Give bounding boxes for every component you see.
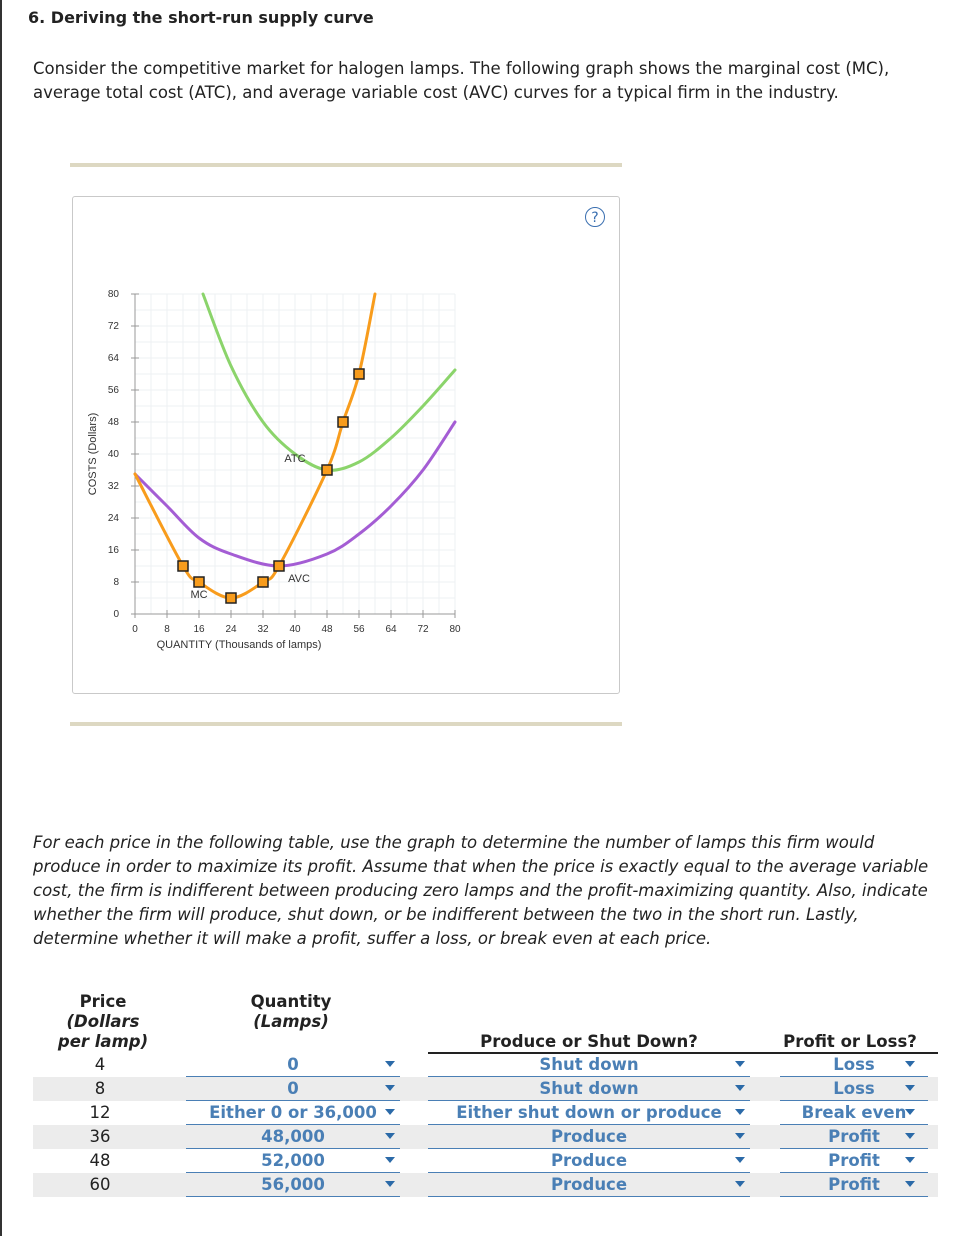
quantity-dropdown[interactable]: 56,000 <box>186 1174 400 1197</box>
y-tick-label: 48 <box>107 417 119 428</box>
chevron-down-icon[interactable] <box>735 1133 745 1139</box>
produce-dropdown[interactable]: Either shut down or produce <box>428 1102 750 1125</box>
produce-dropdown[interactable]: Shut down <box>428 1054 750 1077</box>
produce-dropdown[interactable]: Produce <box>428 1126 750 1149</box>
x-tick-label: 64 <box>385 624 397 635</box>
y-tick-label: 56 <box>107 385 119 396</box>
produce-dropdown[interactable]: Produce <box>428 1150 750 1173</box>
quantity-header <box>236 992 346 1032</box>
y-tick-label: 24 <box>107 513 119 524</box>
chevron-down-icon[interactable] <box>735 1085 745 1091</box>
chevron-down-icon[interactable] <box>385 1157 395 1163</box>
x-tick-labels <box>132 624 461 635</box>
left-border <box>0 0 2 1236</box>
profit-header: Profit or Loss? <box>783 1032 917 1051</box>
x-tick-label: 0 <box>132 624 138 635</box>
price-cell: 48 <box>89 1151 111 1170</box>
mc-point-marker <box>338 417 348 427</box>
price-header-line3: per lamp) <box>57 1032 149 1051</box>
price-cell: 36 <box>89 1127 111 1146</box>
y-tick-label: 80 <box>107 289 119 300</box>
x-tick-label: 80 <box>449 624 461 635</box>
x-axis-label: QUANTITY (Thousands of lamps) <box>156 639 322 651</box>
price-header <box>48 992 158 1052</box>
chevron-down-icon[interactable] <box>905 1085 915 1091</box>
mc-curve <box>135 294 375 598</box>
x-tick-label: 56 <box>353 624 365 635</box>
profit-dropdown[interactable]: Profit <box>780 1150 928 1173</box>
chevron-down-icon[interactable] <box>385 1085 395 1091</box>
quantity-header-line2: (Lamps) <box>253 1012 329 1031</box>
price-cell: 12 <box>89 1103 111 1122</box>
price-header-line1: Price <box>79 992 127 1011</box>
chevron-down-icon[interactable] <box>905 1061 915 1067</box>
y-tick-label: 8 <box>113 577 119 588</box>
mc-point-marker <box>194 577 204 587</box>
profit-dropdown[interactable]: Profit <box>780 1126 928 1149</box>
quantity-dropdown[interactable]: Either 0 or 36,000 <box>186 1102 400 1125</box>
profit-dropdown[interactable]: Profit <box>780 1174 928 1197</box>
produce-header: Produce or Shut Down? <box>480 1032 698 1051</box>
atc-curve <box>203 294 455 470</box>
cost-curves-chart <box>72 196 618 692</box>
quantity-dropdown[interactable]: 0 <box>186 1078 400 1101</box>
chevron-down-icon[interactable] <box>905 1157 915 1163</box>
y-tick-label: 32 <box>107 481 119 492</box>
mc-point-marker <box>274 561 284 571</box>
curve-labels <box>190 453 310 601</box>
produce-dropdown[interactable]: Shut down <box>428 1078 750 1101</box>
price-cell: 60 <box>89 1175 111 1194</box>
x-tick-label: 8 <box>164 624 170 635</box>
chevron-down-icon[interactable] <box>905 1133 915 1139</box>
quantity-dropdown[interactable]: 0 <box>186 1054 400 1077</box>
quantity-dropdown[interactable]: 52,000 <box>186 1150 400 1173</box>
produce-dropdown[interactable]: Produce <box>428 1174 750 1197</box>
bottom-divider <box>70 722 622 726</box>
chevron-down-icon[interactable] <box>905 1181 915 1187</box>
y-axis-label: COSTS (Dollars) <box>87 412 99 496</box>
quantity-dropdown[interactable]: 48,000 <box>186 1126 400 1149</box>
question-title: 6. Deriving the short-run supply curve <box>28 8 374 27</box>
chevron-down-icon[interactable] <box>735 1061 745 1067</box>
x-tick-label: 16 <box>193 624 205 635</box>
intro-text: Consider the competitive market for halogen lamps. The following graph shows the marginal cost (MC), average total cost (ATC), and average variable cost (AVC) curves for a typical firm in the industry. <box>33 59 890 102</box>
top-divider <box>70 163 622 167</box>
x-tick-label: 72 <box>417 624 429 635</box>
mc-label: MC <box>190 589 208 601</box>
instructions-text: For each price in the following table, use the graph to determine the number of lamps this firm would produce in order to maximize its profit. Assume that when the price is exactly equal to the average variable cost, the firm is indifferent between producing zero lamps and the profit-maximizing quantity. Also, indicate whether the firm will produce, shut down, or be indifferent between the two in the short run. Lastly, determine whether it will make a profit, suffer a loss, or break even at each price. <box>33 833 929 948</box>
x-tick-label: 32 <box>257 624 269 635</box>
x-tick-label: 48 <box>321 624 333 635</box>
y-tick-label: 64 <box>107 353 119 364</box>
chevron-down-icon[interactable] <box>385 1109 395 1115</box>
profit-dropdown[interactable]: Loss <box>780 1078 928 1101</box>
price-cell: 4 <box>94 1055 106 1074</box>
mc-point-marker <box>226 593 236 603</box>
price-cell: 8 <box>94 1079 106 1098</box>
atc-label: ATC <box>284 453 306 465</box>
mc-point-marker <box>322 465 332 475</box>
x-tick-label: 24 <box>225 624 237 635</box>
y-tick-label: 16 <box>107 545 119 556</box>
help-icon[interactable]: ? <box>585 207 605 227</box>
x-tick-label: 40 <box>289 624 301 635</box>
chevron-down-icon[interactable] <box>905 1109 915 1115</box>
y-tick-label: 0 <box>113 609 119 620</box>
chevron-down-icon[interactable] <box>385 1133 395 1139</box>
y-tick-label: 40 <box>107 449 119 460</box>
chevron-down-icon[interactable] <box>735 1109 745 1115</box>
chevron-down-icon[interactable] <box>735 1157 745 1163</box>
y-tick-label: 72 <box>107 321 119 332</box>
mc-point-marker <box>258 577 268 587</box>
mc-point-marker <box>178 561 188 571</box>
chevron-down-icon[interactable] <box>385 1181 395 1187</box>
mc-point-marker <box>354 369 364 379</box>
chevron-down-icon[interactable] <box>735 1181 745 1187</box>
quantity-header-line1: Quantity <box>250 992 332 1011</box>
profit-dropdown[interactable]: Loss <box>780 1054 928 1077</box>
price-header-line2: (Dollars <box>66 1012 140 1031</box>
chevron-down-icon[interactable] <box>385 1061 395 1067</box>
profit-dropdown[interactable]: Break even <box>780 1102 928 1125</box>
avc-label: AVC <box>288 573 310 585</box>
y-tick-labels <box>108 289 120 620</box>
